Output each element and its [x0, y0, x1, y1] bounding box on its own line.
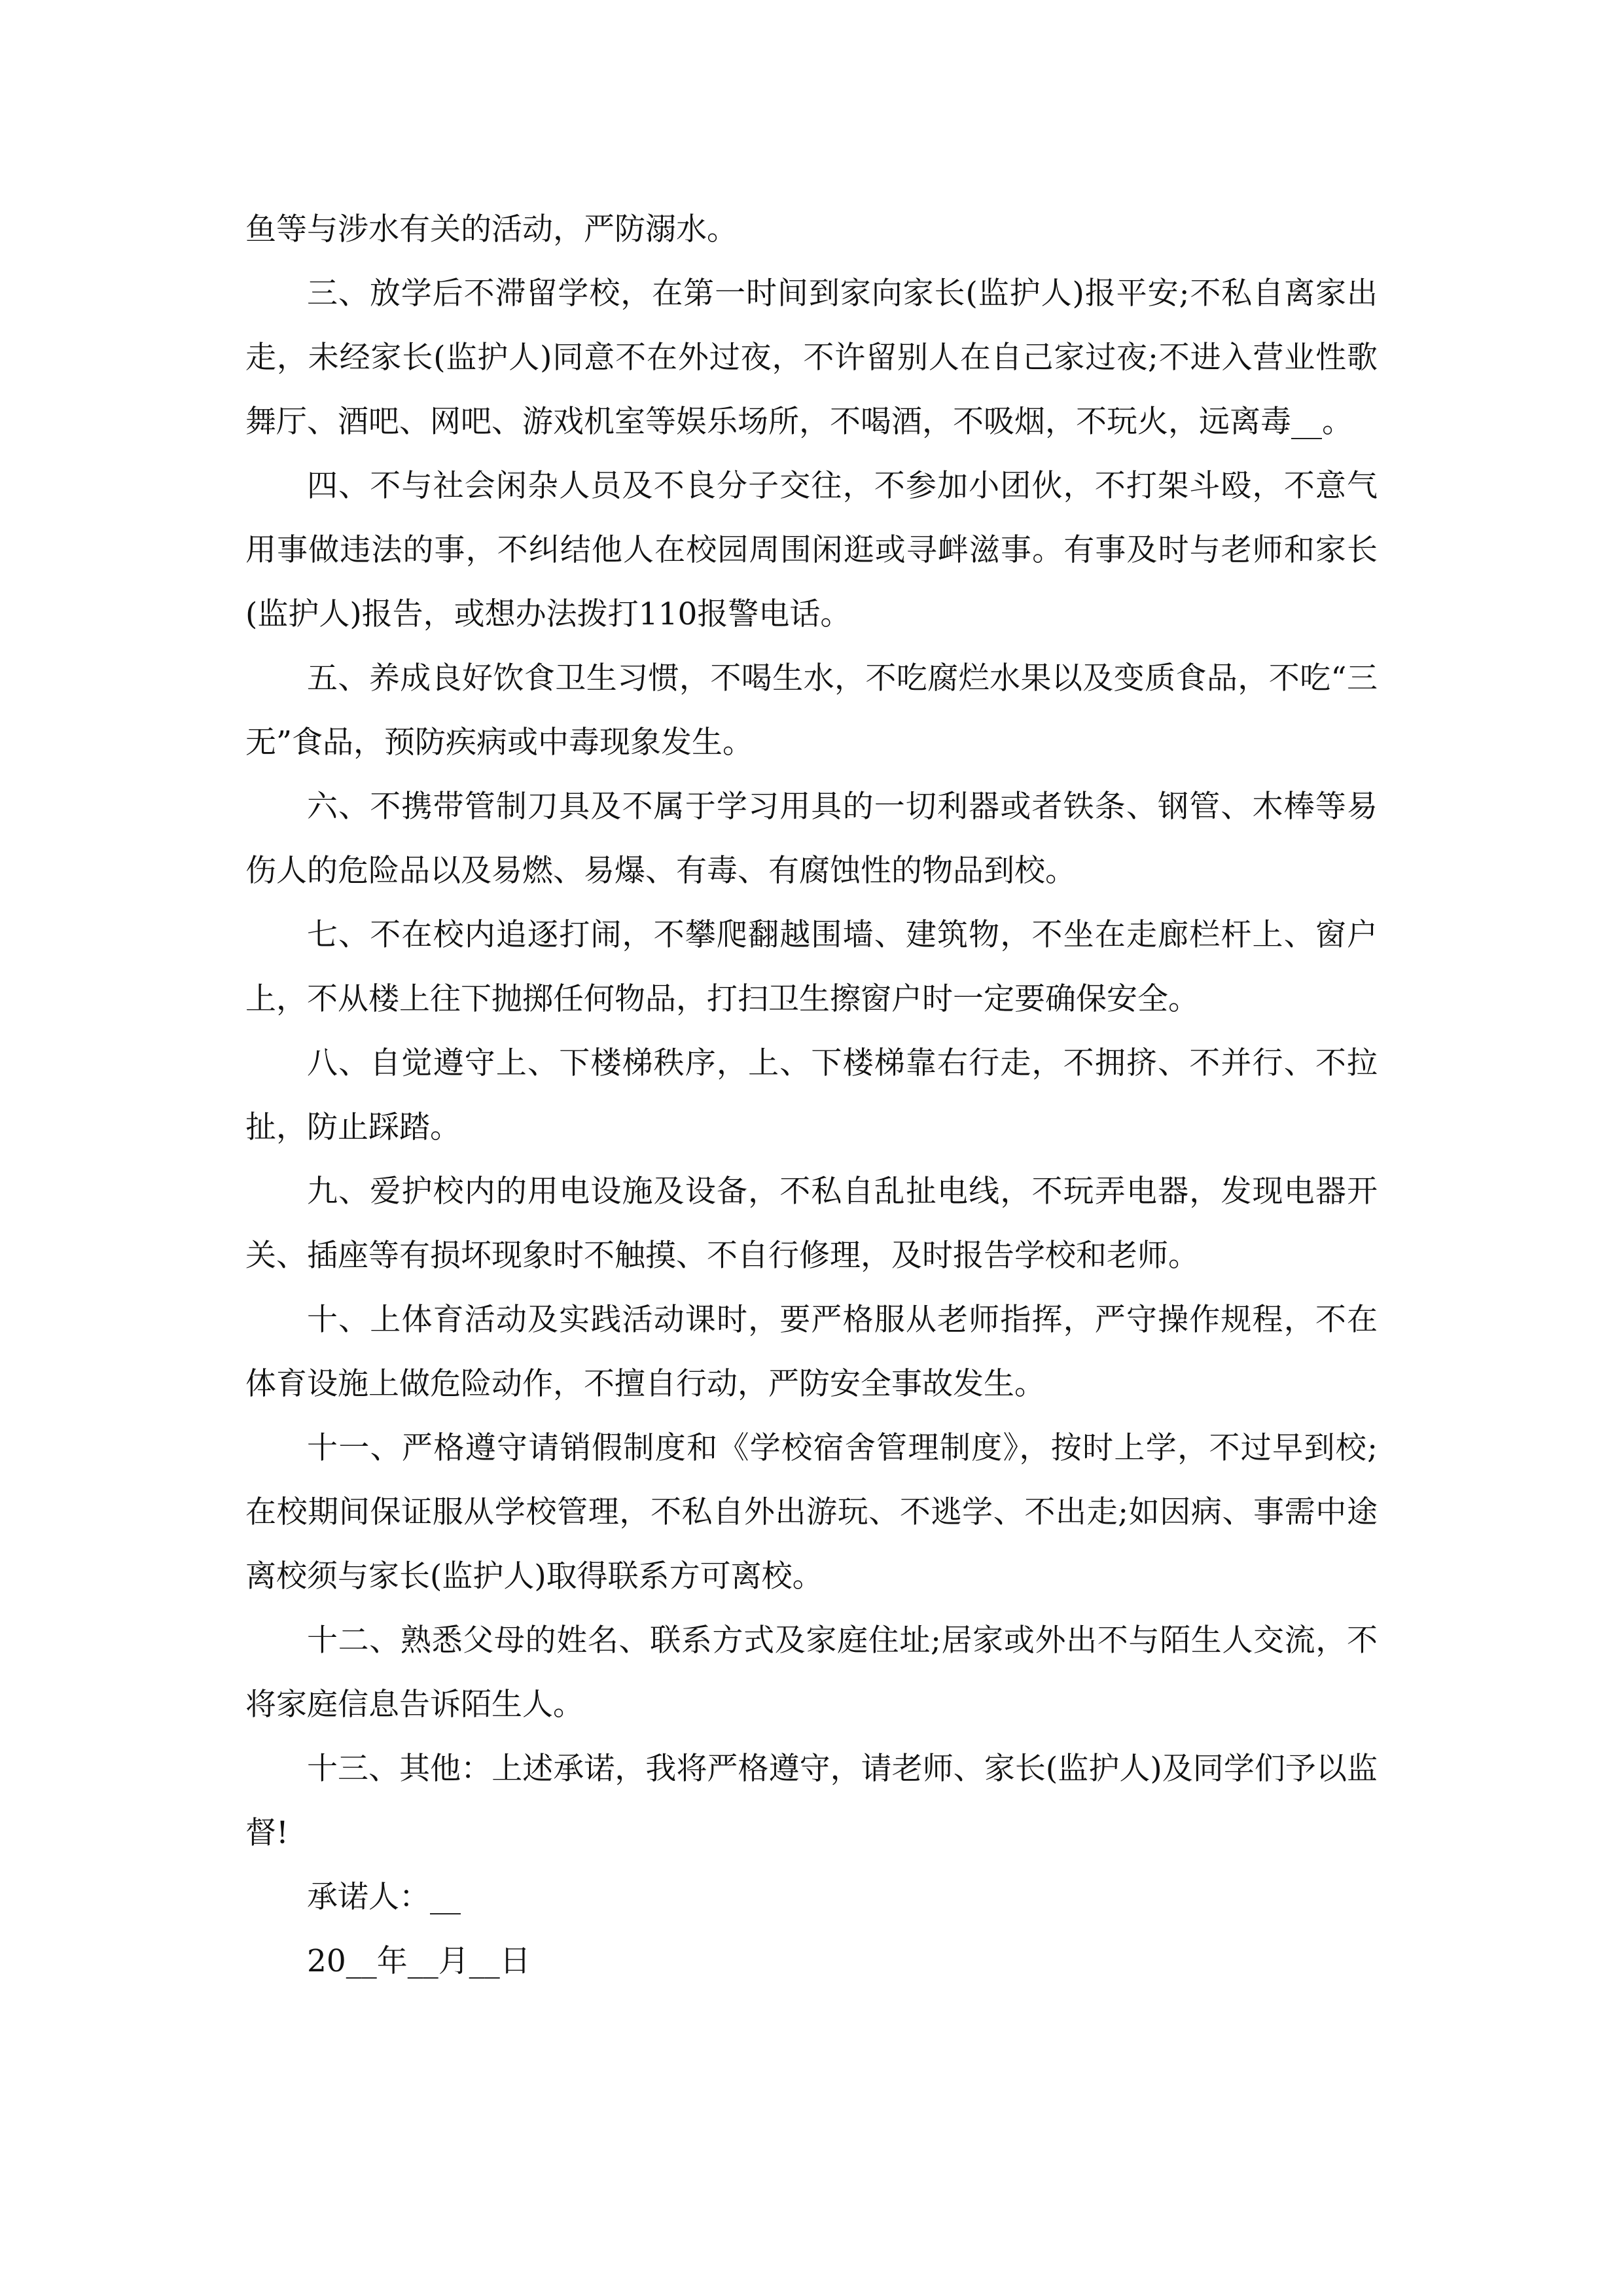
paragraph-item-12: 十二、熟悉父母的姓名、联系方式及家庭住址;居家或外出不与陌生人交流，不将家庭信息告诉陌生人。 [245, 1623, 1378, 1723]
paragraph-item-6: 六、不携带管制刀具及不属于学习用具的一切利器或者铁条、钢管、木棒等易伤人的危险品以及易燃、易爆、有毒、有腐蚀性的物品到校。 [245, 789, 1378, 889]
paragraph-item-3: 三、放学后不滞留学校，在第一时间到家向家长(监护人)报平安;不私自离家出走，未经家长(监护人)同意不在外过夜，不许留别人在自己家过夜;不进入营业性歌舞厅、酒吧、网吧、游戏机室等娱乐场所，不喝酒，不吸烟，不玩火，远离毒__。 [245, 276, 1378, 440]
date-line: 20__年__月__日 [307, 1943, 531, 1979]
paragraph-item-9: 九、爱护校内的用电设施及设备，不私自乱扯电线，不玩弄电器，发现电器开关、插座等有损坏现象时不触摸、不自行修理，及时报告学校和老师。 [245, 1174, 1378, 1274]
document-page [245, 198, 1378, 1994]
paragraph-drowning-tail: 鱼等与涉水有关的活动，严防溺水。 [245, 211, 738, 247]
paragraph-item-8: 八、自觉遵守上、下楼梯秩序，上、下楼梯靠右行走，不拥挤、不并行、不拉扯，防止踩踏。 [245, 1045, 1378, 1145]
paragraph-item-4: 四、不与社会闲杂人员及不良分子交往，不参加小团伙，不打架斗殴，不意气用事做违法的事，不纠结他人在校园周围闲逛或寻衅滋事。有事及时与老师和家长(监护人)报告，或想办法拨打110报警电话。 [245, 468, 1378, 632]
paragraph-item-7: 七、不在校内追逐打闹，不攀爬翻越围墙、建筑物，不坐在走廊栏杆上、窗户上，不从楼上往下抛掷任何物品，打扫卫生擦窗户时一定要确保安全。 [245, 917, 1378, 1017]
paragraph-item-13: 十三、其他：上述承诺，我将严格遵守，请老师、家长(监护人)及同学们予以监督! [245, 1751, 1378, 1851]
paragraph-item-5: 五、养成良好饮食卫生习惯，不喝生水，不吃腐烂水果以及变质食品，不吃“三无”食品，预防疾病或中毒现象发生。 [245, 660, 1378, 761]
paragraph-item-10: 十、上体育活动及实践活动课时，要严格服从老师指挥，严守操作规程，不在体育设施上做危险动作，不擅自行动，严防安全事故发生。 [245, 1302, 1378, 1402]
paragraph-item-11: 十一、严格遵守请销假制度和《学校宿舍管理制度》，按时上学，不过早到校;在校期间保证服从学校管理，不私自外出游玩、不逃学、不出走;如因病、事需中途离校须与家长(监护人)取得联系方可离校。 [245, 1430, 1378, 1594]
signature-line: 承诺人：__ [307, 1879, 461, 1915]
